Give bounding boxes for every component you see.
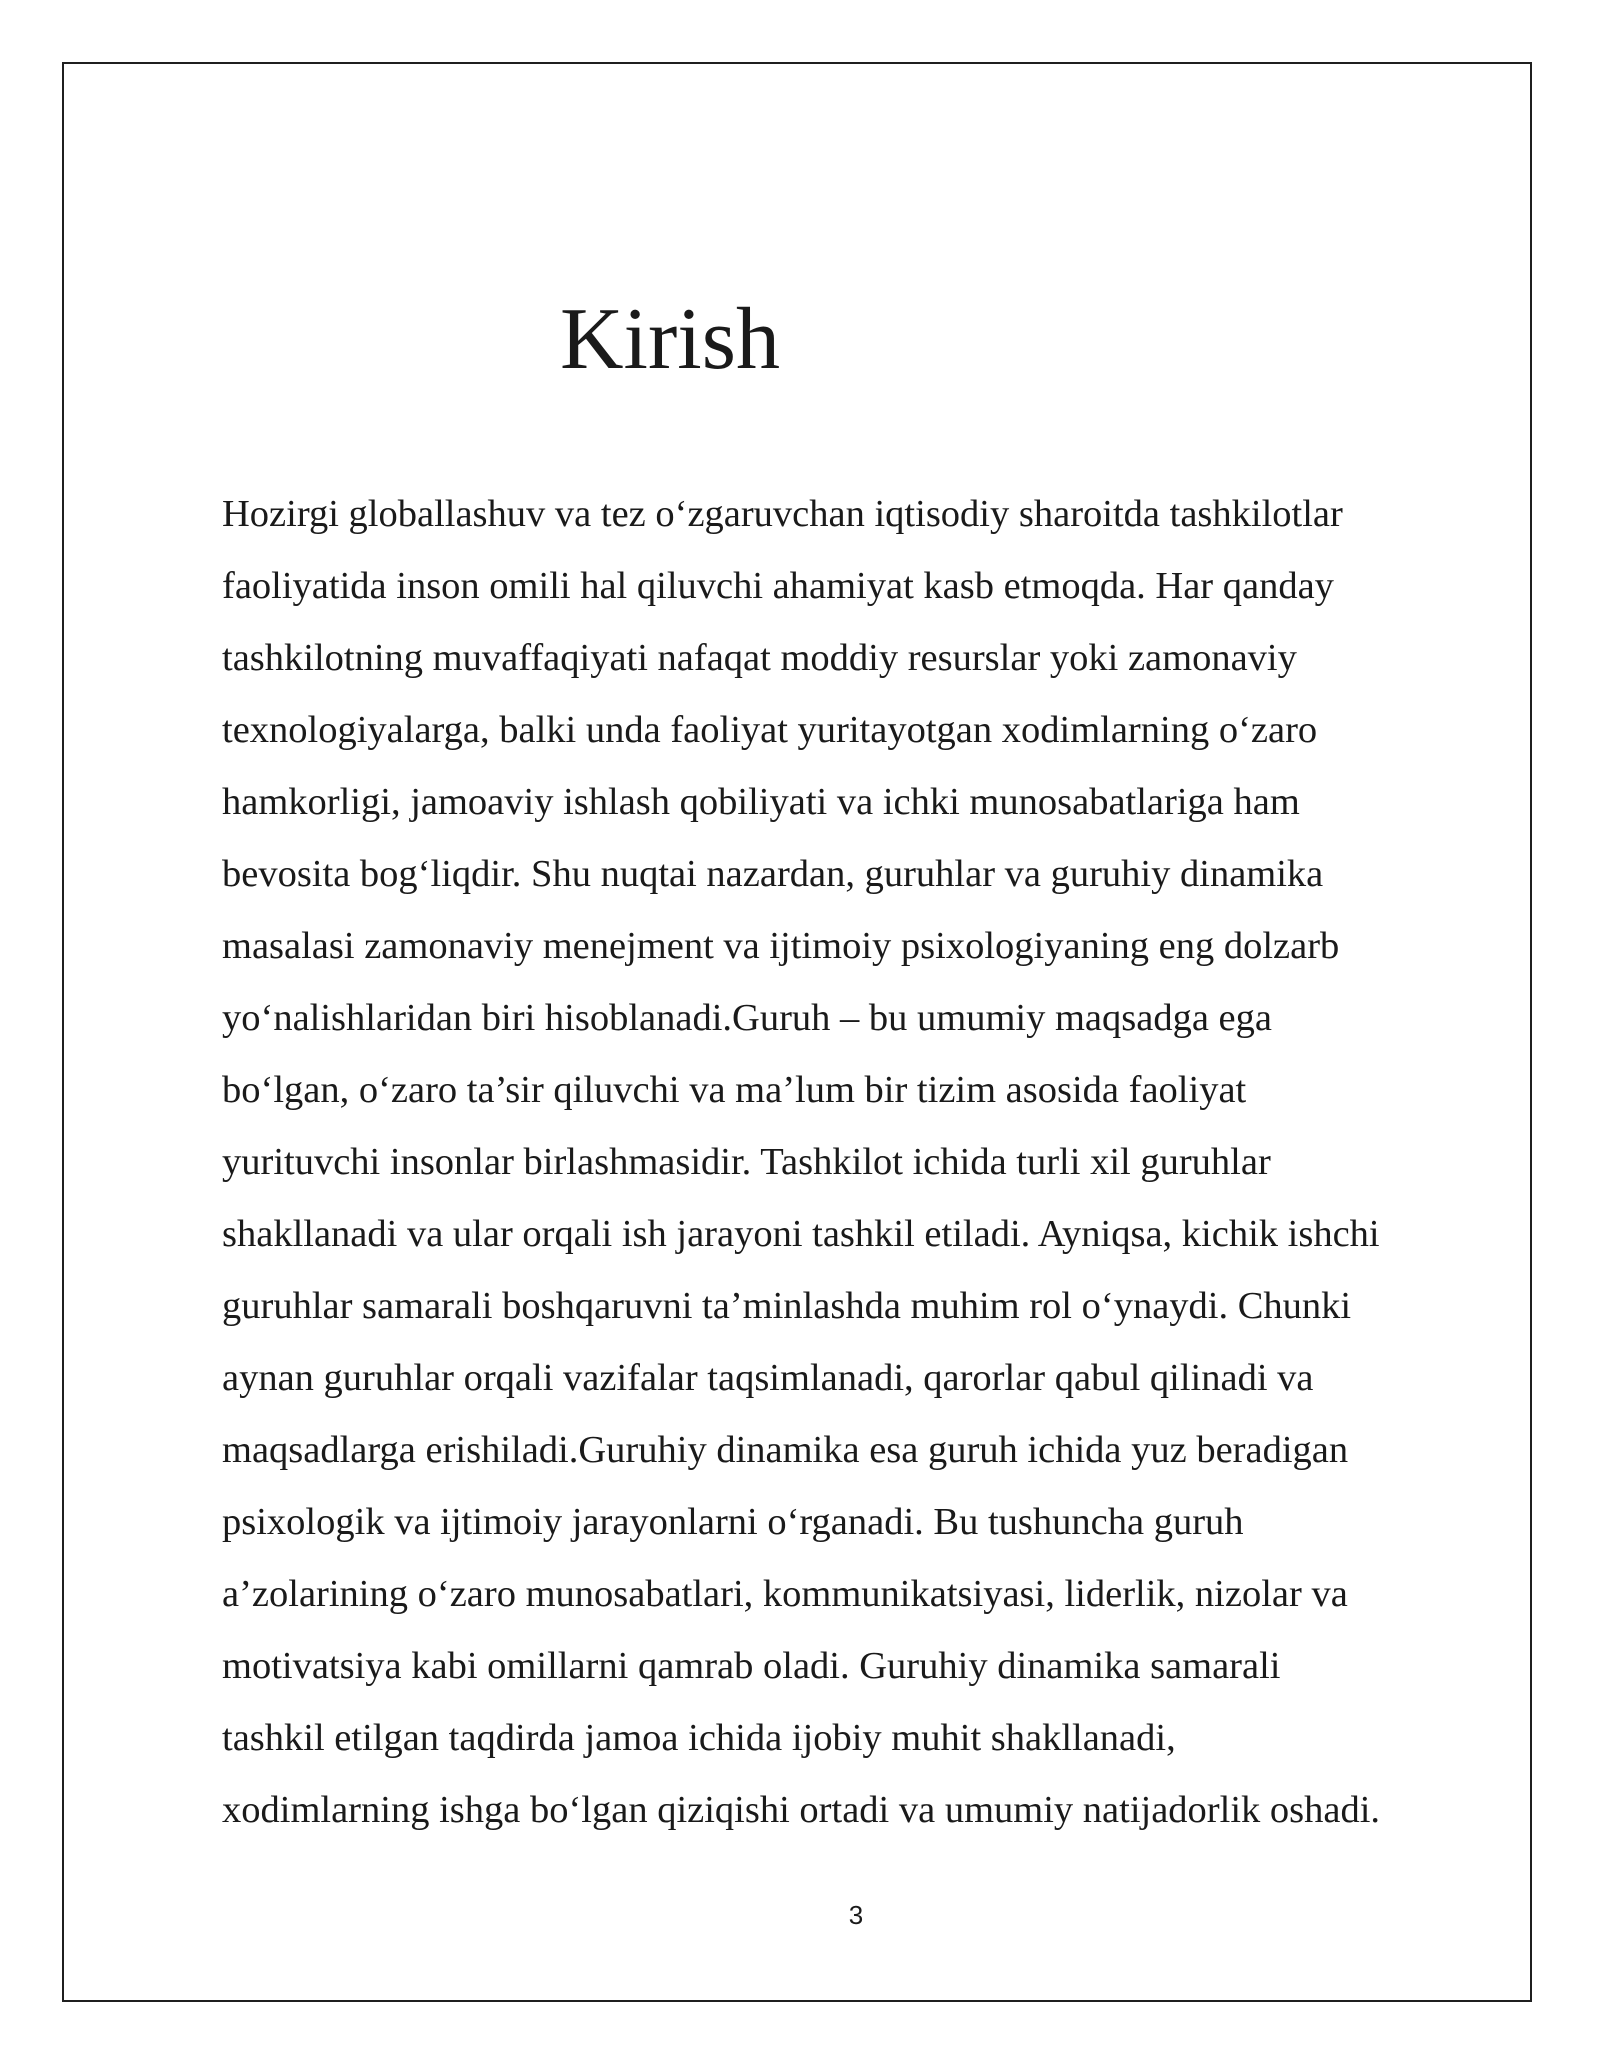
text-line: Hozirgi globallashuv va tez o‘zgaruvchan iqtisodiy sharoitda tashkilotlar xyxy=(222,493,1343,535)
text-line: faoliyatida inson omili hal qiluvchi ahamiyat kasb etmoqda. Har qanday xyxy=(222,565,1334,607)
page-number: 3 xyxy=(848,1900,864,1930)
text-line: motivatsiya kabi omillarni qamrab oladi. Guruhiy dinamika samarali xyxy=(222,1645,1281,1687)
text-line: aynan guruhlar orqali vazifalar taqsimlanadi, qarorlar qabul qilinadi va xyxy=(222,1357,1314,1399)
text-line: shakllanadi va ular orqali ish jarayoni tashkil etiladi. Ayniqsa, kichik ishchi xyxy=(222,1213,1380,1255)
text-line: hamkorligi, jamoaviy ishlash qobiliyati va ichki munosabatlariga ham xyxy=(222,781,1300,823)
text-line: bo‘lgan, o‘zaro ta’sir qiluvchi va ma’lum bir tizim asosida faoliyat xyxy=(222,1069,1247,1111)
text-line: yo‘nalishlaridan biri hisoblanadi.Guruh – bu umumiy maqsadga ega xyxy=(222,997,1272,1039)
text-line: xodimlarning ishga bo‘lgan qiziqishi ortadi va umumiy natijadorlik oshadi. xyxy=(222,1789,1381,1831)
text-line: tashkilotning muvaffaqiyati nafaqat moddiy resurslar yoki zamonaviy xyxy=(222,637,1297,679)
body-text xyxy=(222,478,1512,1846)
text-line: tashkil etilgan taqdirda jamoa ichida ijobiy muhit shakllanadi, xyxy=(222,1717,1176,1759)
text-line: masalasi zamonaviy menejment va ijtimoiy psixologiyaning eng dolzarb xyxy=(222,925,1340,967)
text-line: texnologiyalarga, balki unda faoliyat yuritayotgan xodimlarning o‘zaro xyxy=(222,709,1318,751)
text-line: psixologik va ijtimoiy jarayonlarni o‘rganadi. Bu tushuncha guruh xyxy=(222,1501,1244,1543)
page-title: Kirish xyxy=(560,291,780,388)
text-line: guruhlar samarali boshqaruvni ta’minlashda muhim rol o‘ynaydi. Chunki xyxy=(222,1285,1352,1327)
text-line: maqsadlarga erishiladi.Guruhiy dinamika esa guruh ichida yuz beradigan xyxy=(222,1429,1349,1471)
text-line: yurituvchi insonlar birlashmasidir. Tashkilot ichida turli xil guruhlar xyxy=(222,1141,1271,1183)
text-line: bevosita bog‘liqdir. Shu nuqtai nazardan, guruhlar va guruhiy dinamika xyxy=(222,853,1324,895)
text-line: a’zolarining o‘zaro munosabatlari, kommunikatsiyasi, liderlik, nizolar va xyxy=(222,1573,1348,1615)
